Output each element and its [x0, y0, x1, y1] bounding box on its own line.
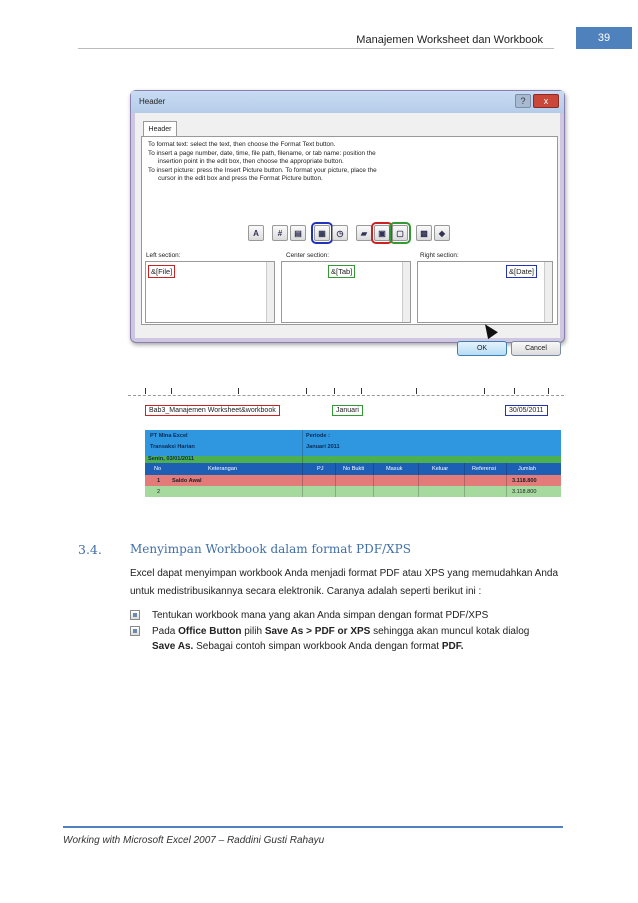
dialog-body: [135, 113, 560, 352]
col-keluar: Keluar: [432, 466, 449, 472]
help-button[interactable]: ?: [515, 94, 531, 108]
right-section-input[interactable]: [417, 261, 553, 323]
instruction-line: insertion point in the edit box, then choose the appropriate button.: [158, 158, 344, 166]
bullet-text: Pada Office Button pilih Save As > PDF or XPS sehingga akan muncul kotak dialog Save As. Sebagai contoh simpan workbook Anda dengan format PDF.: [152, 626, 530, 652]
right-section-label: Right section:: [420, 252, 459, 259]
left-section-input[interactable]: [145, 261, 275, 323]
page-number-badge: 39: [576, 27, 632, 49]
row2-jumlah: 3.118.800: [512, 489, 537, 495]
bullet-item: [130, 624, 570, 654]
footer-rule: [63, 826, 563, 828]
col-no-bukti: No Bukti: [343, 466, 365, 472]
header-dialog-screenshot: [130, 90, 565, 352]
header-right-text: 30/05/2011: [505, 405, 548, 416]
col-masuk: Masuk: [386, 466, 403, 472]
tab-header[interactable]: Header: [143, 121, 177, 137]
sheet-preview-screenshot: [128, 386, 564, 498]
center-section-label: Center section:: [286, 252, 329, 259]
format-picture-icon[interactable]: ◆: [434, 225, 450, 241]
instruction-line: cursor in the edit box and press the Format Picture button.: [158, 175, 323, 183]
right-section-code: &[Date]: [506, 265, 537, 278]
file-path-icon[interactable]: ▰: [356, 225, 372, 241]
bullet-text: Tentukan workbook mana yang akan Anda simpan dengan format PDF/XPS: [152, 610, 489, 621]
format-text-icon[interactable]: A: [248, 225, 264, 241]
left-section-label: Left section:: [146, 252, 181, 259]
file-name-icon[interactable]: ▣: [374, 225, 390, 241]
header-left-text: Bab3_Manajemen Worksheet&workbook: [145, 405, 280, 416]
periode-label: Periode :: [306, 433, 330, 439]
sheet-name-icon[interactable]: ▢: [392, 225, 408, 241]
date-row: Senin, 03/01/2011: [148, 456, 195, 462]
dialog-titlebar: [131, 91, 564, 113]
instruction-line: To insert a page number, date, time, file path, filename, or tab name: position the: [148, 149, 376, 157]
instruction-line: To format text: select the text, then choose the Format Text button.: [148, 141, 336, 148]
row1-keterangan: Saldo Awal: [172, 478, 202, 484]
bullet-item: [130, 608, 570, 623]
section-title: Menyimpan Workbook dalam format PDF/XPS: [130, 542, 411, 556]
bullet-icon: [130, 610, 140, 620]
instruction-line: To insert picture: press the Insert Picture button. To format your picture, place the: [148, 166, 377, 174]
row2-no: 2: [157, 489, 161, 495]
company-name: PT Mina Excel: [150, 433, 188, 439]
dialog-title: Header: [139, 97, 166, 106]
ok-button[interactable]: OK: [457, 341, 507, 356]
center-section-code: &[Tab]: [328, 265, 355, 278]
col-keterangan: Keterangan: [208, 466, 237, 472]
number-of-pages-icon[interactable]: ▤: [290, 225, 306, 241]
col-pj: PJ: [317, 466, 324, 472]
title-band: [145, 430, 561, 456]
scrollbar[interactable]: [402, 262, 410, 322]
tab-panel: [141, 136, 558, 325]
section-paragraph: Excel dapat menyimpan workbook Anda menjadi format PDF atau XPS yang memudahkan Anda untuk medistribusikannya secara elektronik. Caranya adalah seperti berikut ini :: [130, 568, 559, 597]
page-number-icon[interactable]: #: [272, 225, 288, 241]
row1-jumlah: 3.118.800: [512, 478, 537, 484]
date-icon[interactable]: ▦: [314, 225, 330, 241]
instructions: [148, 141, 377, 184]
report-name: Transaksi Harian: [150, 444, 195, 450]
date-band: [145, 456, 561, 463]
col-no: No: [154, 466, 162, 472]
section-number: 3.4.: [78, 542, 102, 557]
left-section-code: &[File]: [148, 265, 175, 278]
row1-no: 1: [157, 478, 161, 484]
bullet-icon: [130, 626, 140, 636]
col-jumlah: Jumlah: [518, 466, 537, 472]
scrollbar[interactable]: [544, 262, 552, 322]
cancel-button[interactable]: Cancel: [511, 341, 561, 356]
row-2-band: [145, 486, 561, 497]
insert-picture-icon[interactable]: ▩: [416, 225, 432, 241]
col-referensi: Referensi: [472, 466, 496, 472]
time-icon[interactable]: ◷: [332, 225, 348, 241]
center-section-input[interactable]: [281, 261, 411, 323]
close-button[interactable]: x: [533, 94, 559, 108]
running-header-title: Manajemen Worksheet dan Workbook: [356, 34, 543, 46]
footer-text: Working with Microsoft Excel 2007 – Raddini Gusti Rahayu: [63, 835, 325, 846]
header-center-text: Januari: [332, 405, 363, 416]
row-saldo-band: [145, 475, 561, 486]
scrollbar[interactable]: [266, 262, 274, 322]
page-ruler: [128, 386, 564, 396]
header-rule: [78, 48, 554, 49]
periode-value: Januari 2011: [306, 444, 340, 450]
